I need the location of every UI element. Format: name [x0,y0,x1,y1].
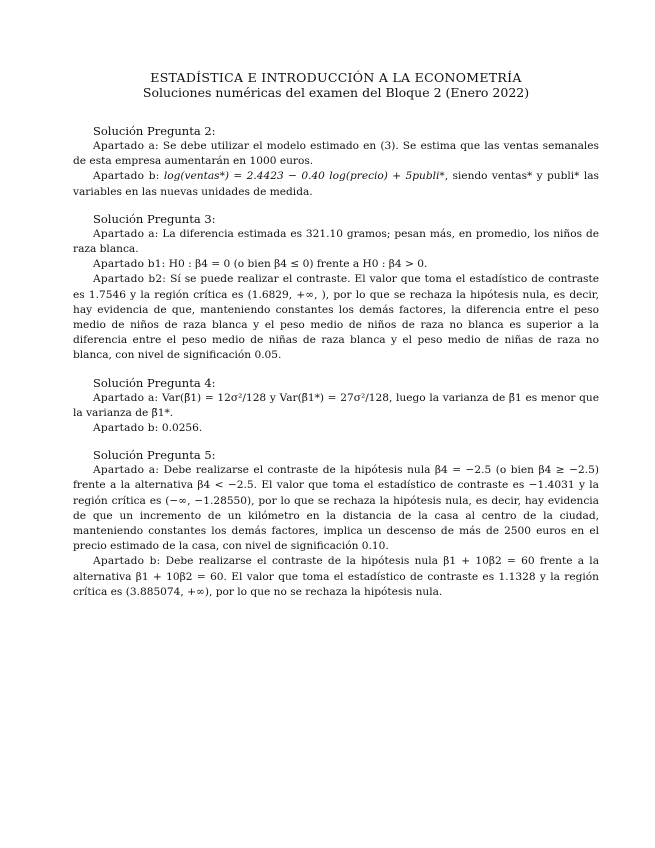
apartado-text: La diferencia estimada es 321.10 gramos; pesan más, en promedio, los niños de raza blanca. [73,227,599,256]
apartado-label: Apartado a: [93,140,159,152]
apartado-text: H0 : β4 = 0 (o bien β4 ≤ 0) frente a H0 : β4 > 0. [168,258,428,271]
section-pregunta-3 [73,212,599,364]
section-title: Solución Pregunta 2: [93,124,216,138]
apartado-text: , siendo ventas* y publi* las variables en las nuevas unidades de medida. [73,170,599,198]
apartado-b [73,421,599,436]
document-subtitle: Soluciones numéricas del examen del Bloque 2 (Enero 2022) [142,85,530,100]
apartado-a [73,227,599,257]
apartado-text: 0.0256. [161,422,203,435]
regression-equation: log(ventas*) = 2.4423 − 0.40 log(precio) + 5publi* [163,170,445,183]
apartado-text: Debe realizarse el contraste de la hipótesis nula β1 + 10β2 = 60 frente a la alternativa β1 + 10β2 = 60. El valor que toma el estadístico de contraste es 1.1328 y la región crítica es (3.885074, +∞), por lo que no se rechaza la hipótesis nula. [73,555,600,598]
apartado-text: Var(β̃1) = 12σ²/128 y Var(β̃1*) = 27σ²/128, luego la varianza de β̃1 es menor que la varianza de β̃1*. [73,391,599,419]
apartado-label: Apartado a: [93,464,160,477]
apartado-label: Apartado a: [93,227,159,240]
section-title: Solución Pregunta 3: [93,211,216,226]
section-title: Solución Pregunta 4: [93,375,216,390]
apartado-b [73,169,599,199]
apartado-b1 [73,257,599,272]
apartado-label: Apartado b1: [93,258,166,271]
section-pregunta-4 [73,376,599,437]
apartado-label: Apartado b: [93,422,159,435]
apartado-b2 [73,272,599,363]
apartado-label: Apartado b: [93,555,161,568]
apartado-text: Debe realizarse el contraste de la hipótesis nula β4 = −2.5 (o bien β4 ≥ −2.5) frente a la alternativa β4 < −2.5. El valor que toma el estadístico de contraste es −1.4031 y la región crítica es (−∞, −1.28550), por lo que se rechaza la hipótesis nula, es decir, hay evidencia de que un incremento de un kilómetro en la distancia de la casa al centro de la ciudad, manteniendo constantes los demás factores, implica un descenso de más de 2500 euros en el precio estimado de la casa, con nivel de significación 0.10. [73,464,599,553]
section-pregunta-2 [73,124,599,200]
apartado-label: Apartado b: [93,170,160,183]
apartado-b [73,554,599,600]
section-title: Solución Pregunta 5: [93,448,216,463]
apartado-label: Apartado a: [93,391,159,404]
apartado-text: Sí se puede realizar el contraste. El valor que toma el estadístico de contraste es 1.7546 y la región crítica es (1.6829, +∞, ), por lo que se rechaza la hipótesis nula, es decir, hay evidencia de que, manteniendo constantes los demás factores, la diferencia entre el peso medio de niños de raza blanca y el peso medio de niños de raza no blanca es superior a la diferencia entre el peso medio de niñas de raza blanca y el peso medio de niñas de raza no blanca, con nivel de significación 0.05. [73,273,599,362]
apartado-text: Se debe utilizar el modelo estimado en (3). Se estima que las ventas semanales de esta empresa aumentarán en 1000 euros. [73,140,599,168]
apartado-a [73,391,599,421]
document-page [73,70,599,612]
apartado-a [73,139,599,169]
document-title: ESTADÍSTICA E INTRODUCCIÓN A LA ECONOMETRÍA [150,70,522,85]
section-pregunta-5 [73,448,599,600]
apartado-a [73,463,599,554]
apartado-label: Apartado b2: [93,273,167,286]
